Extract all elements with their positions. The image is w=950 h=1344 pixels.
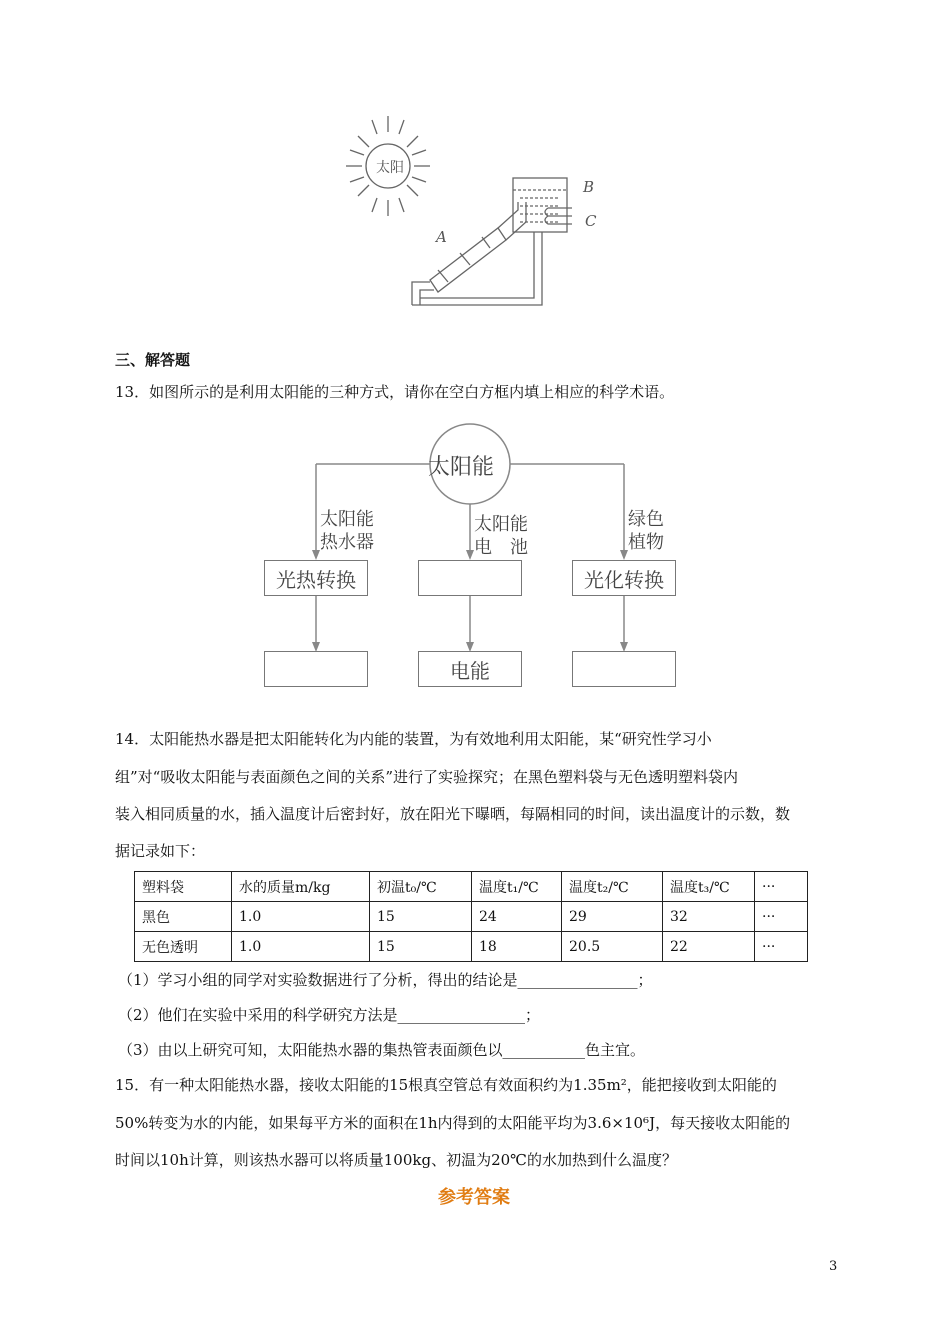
table-cell: 1.0 xyxy=(232,932,370,962)
q15-line3: 时间以10h计算，则该热水器可以将质量100kg、初温为20℃的水加热到什么温度？ xyxy=(115,1151,677,1169)
q14-sub1: （1）学习小组的同学对实验数据进行了分析，得出的结论是________________； xyxy=(118,971,653,989)
table-cell: ··· xyxy=(755,932,808,962)
data-table xyxy=(134,871,808,962)
sun-label: 太阳 xyxy=(376,160,404,176)
q13-text: 13．如图所示的是利用太阳能的三种方式，请你在空白方框内填上相应的科学术语。 xyxy=(115,383,675,401)
branch-left-line1: 太阳能 xyxy=(320,509,374,530)
box-left-bottom-blank xyxy=(264,651,368,687)
q14-sub3: （3）由以上研究可知，太阳能热水器的集热管表面颜色以___________色主宜。 xyxy=(118,1041,646,1059)
table-cell: 15 xyxy=(370,902,472,932)
branch-left-line2: 热水器 xyxy=(320,532,374,553)
label-a: A xyxy=(436,228,447,246)
table-cell: 无色透明 xyxy=(135,932,232,962)
answer-title: 参考答案 xyxy=(438,1187,510,1208)
box-right-bottom-blank xyxy=(572,651,676,687)
box-left-top xyxy=(264,560,368,596)
box-left-top-label: 光热转换 xyxy=(276,567,356,592)
q14-line4: 据记录如下： xyxy=(115,842,206,860)
box-right-top xyxy=(572,560,676,596)
table-cell: 15 xyxy=(370,932,472,962)
table-row xyxy=(135,932,808,962)
q15-line1: 15．有一种太阳能热水器，接收太阳能的15根真空管总有效面积约为1.35m²，能把接收到太阳能的 xyxy=(115,1076,777,1094)
box-mid-top-blank xyxy=(418,560,522,596)
table-header-cell: 水的质量m/kg xyxy=(232,872,370,902)
q14-line3: 装入相同质量的水，插入温度计后密封好，放在阳光下曝晒，每隔相同的时间，读出温度计的示数，数 xyxy=(115,805,791,823)
table-cell: 1.0 xyxy=(232,902,370,932)
q14-line1: 14．太阳能热水器是把太阳能转化为内能的装置，为有效地利用太阳能，某“研究性学习小 xyxy=(115,730,712,748)
q15-line2: 50%转变为水的内能，如果每平方米的面积在1h内得到的太阳能平均为3.6×10⁶J，每天接收太阳能的 xyxy=(115,1114,791,1132)
table-header-cell: 温度t₃/℃ xyxy=(663,872,755,902)
branch-mid-line2: 电 池 xyxy=(474,537,528,558)
branch-mid-line1: 太阳能 xyxy=(474,514,528,535)
table-cell: 18 xyxy=(472,932,562,962)
table-cell: 黑色 xyxy=(135,902,232,932)
section-heading: 三、解答题 xyxy=(115,351,191,369)
table-cell: 20.5 xyxy=(562,932,663,962)
box-mid-bottom-label: 电能 xyxy=(450,658,490,683)
label-b: B xyxy=(583,178,595,196)
table-header-cell: 温度t₁/℃ xyxy=(472,872,562,902)
table-cell: 22 xyxy=(663,932,755,962)
table-cell: 24 xyxy=(472,902,562,932)
box-right-top-label: 光化转换 xyxy=(584,567,664,592)
table-row xyxy=(135,902,808,932)
box-mid-bottom xyxy=(418,651,522,687)
branch-right-line1: 绿色 xyxy=(628,509,664,530)
page-number: 3 xyxy=(829,1259,838,1274)
label-c: C xyxy=(585,212,597,230)
diagram-center-label: 太阳能 xyxy=(428,455,495,480)
table-cell: ··· xyxy=(755,902,808,932)
table-header-cell: ··· xyxy=(755,872,808,902)
q14-sub2: （2）他们在实验中采用的科学研究方法是_________________； xyxy=(118,1006,541,1024)
branch-right-line2: 植物 xyxy=(628,532,664,553)
table-cell: 32 xyxy=(663,902,755,932)
table-header-cell: 初温t₀/℃ xyxy=(370,872,472,902)
table-header-cell: 塑料袋 xyxy=(135,872,232,902)
solar-heater-figure xyxy=(340,110,620,320)
table-cell: 29 xyxy=(562,902,663,932)
q14-line2: 组”对“吸收太阳能与表面颜色之间的关系”进行了实验探究；在黑色塑料袋与无色透明塑料袋内 xyxy=(115,768,739,786)
table-header-row xyxy=(135,872,808,902)
table-header-cell: 温度t₂/℃ xyxy=(562,872,663,902)
